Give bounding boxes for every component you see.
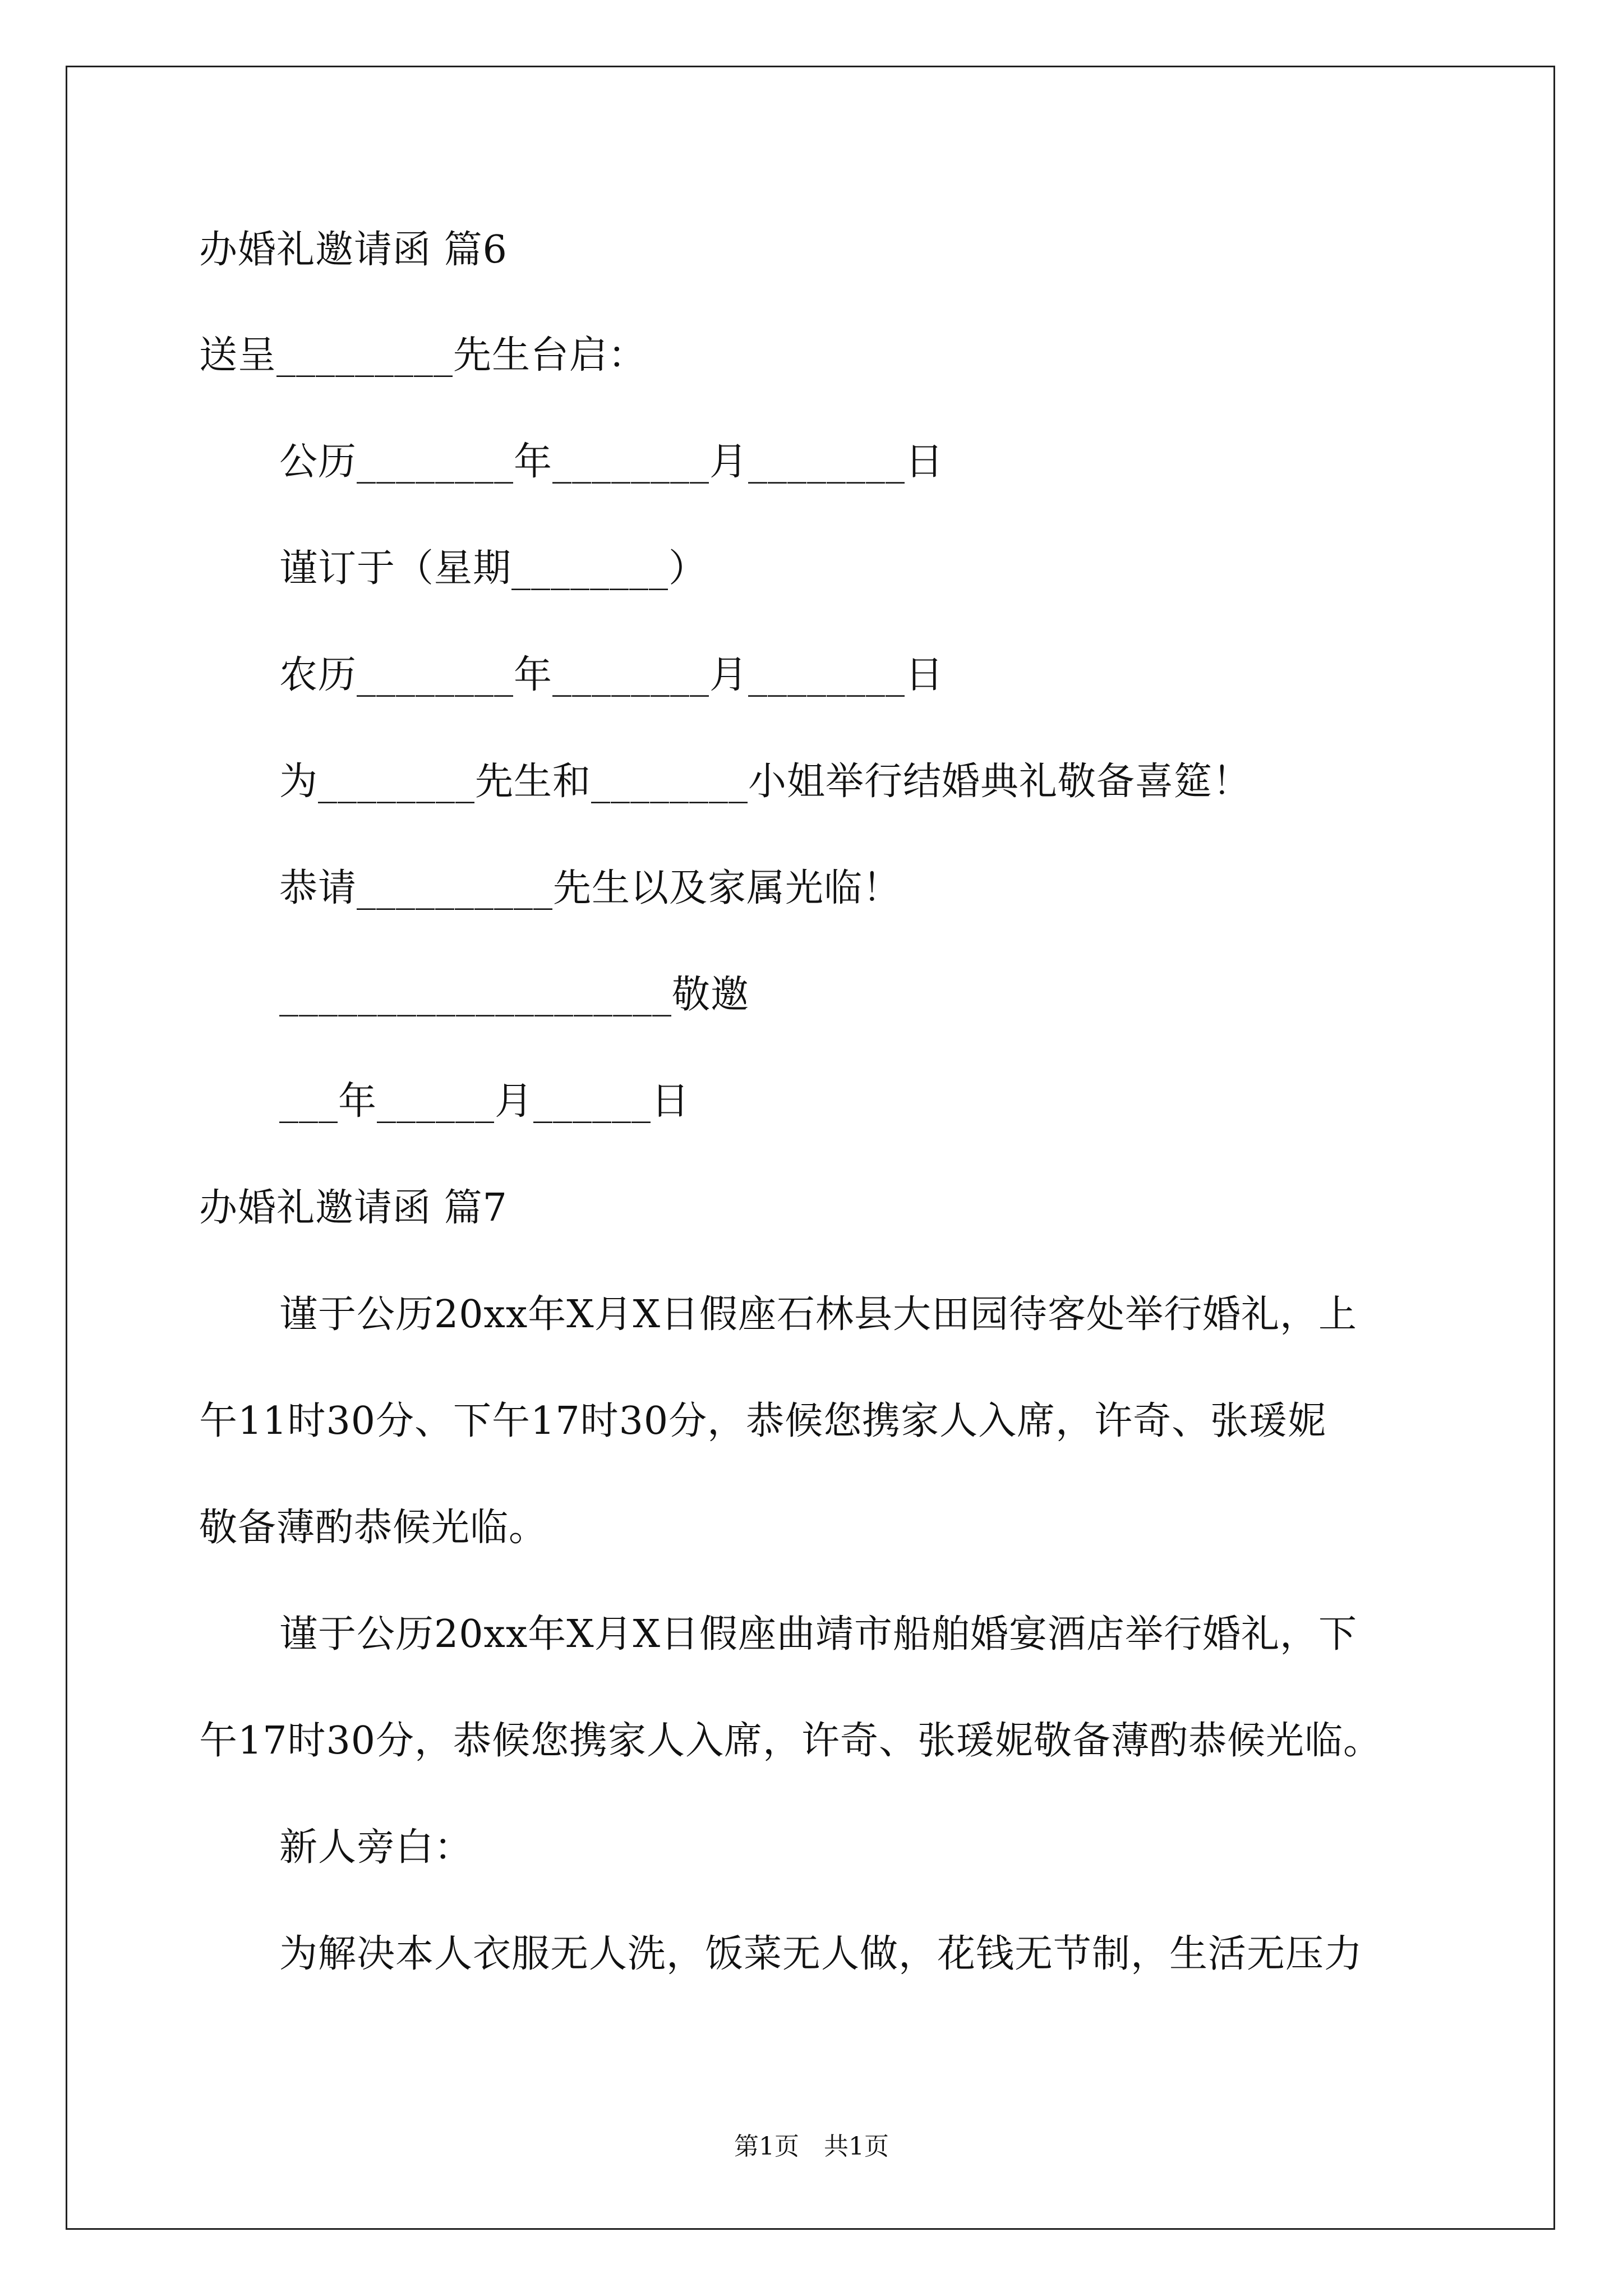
gregorian-date-line: 公历________年________月________日	[279, 440, 944, 484]
addressee-line: 送呈_________先生台启：	[199, 333, 647, 378]
weekday-line: 谨订于（星期________）	[279, 546, 708, 591]
paragraph1-line1: 谨于公历20xx年X月X日假座石林县大田园待客处举行婚礼，上	[279, 1292, 1358, 1337]
paragraph1-line3: 敬备薄酌恭候光临。	[199, 1506, 548, 1550]
paragraph3-line1: 为解决本人衣服无人洗，饭菜无人做，花钱无节制，生活无压力	[279, 1932, 1363, 1976]
page-border	[66, 66, 1555, 2230]
lunar-date-line: 农历________年________月________日	[279, 653, 944, 697]
narration-label: 新人旁白：	[279, 1825, 473, 1870]
section7-heading: 办婚礼邀请函 篇7	[199, 1186, 508, 1230]
paragraph2-line2: 午17时30分，恭候您携家人入席，许奇、张瑗妮敬备薄酌恭候光临。	[199, 1719, 1382, 1763]
invitee-line: 恭请__________先生以及家属光临！	[279, 866, 902, 910]
signing-date-line: ___年______月______日	[279, 1079, 690, 1124]
paragraph2-line1: 谨于公历20xx年X月X日假座曲靖市船舶婚宴酒店举行婚礼，下	[279, 1612, 1358, 1657]
host-signature-line: ____________________敬邀	[279, 973, 750, 1017]
paragraph1-line2: 午11时30分、下午17时30分，恭候您携家人入席，许奇、张瑗妮	[199, 1399, 1327, 1443]
page-footer: 第1页 共1页	[734, 2132, 889, 2161]
couple-line: 为________先生和________小姐举行结婚典礼敬备喜筵！	[279, 760, 1252, 804]
section6-heading: 办婚礼邀请函 篇6	[199, 228, 508, 272]
